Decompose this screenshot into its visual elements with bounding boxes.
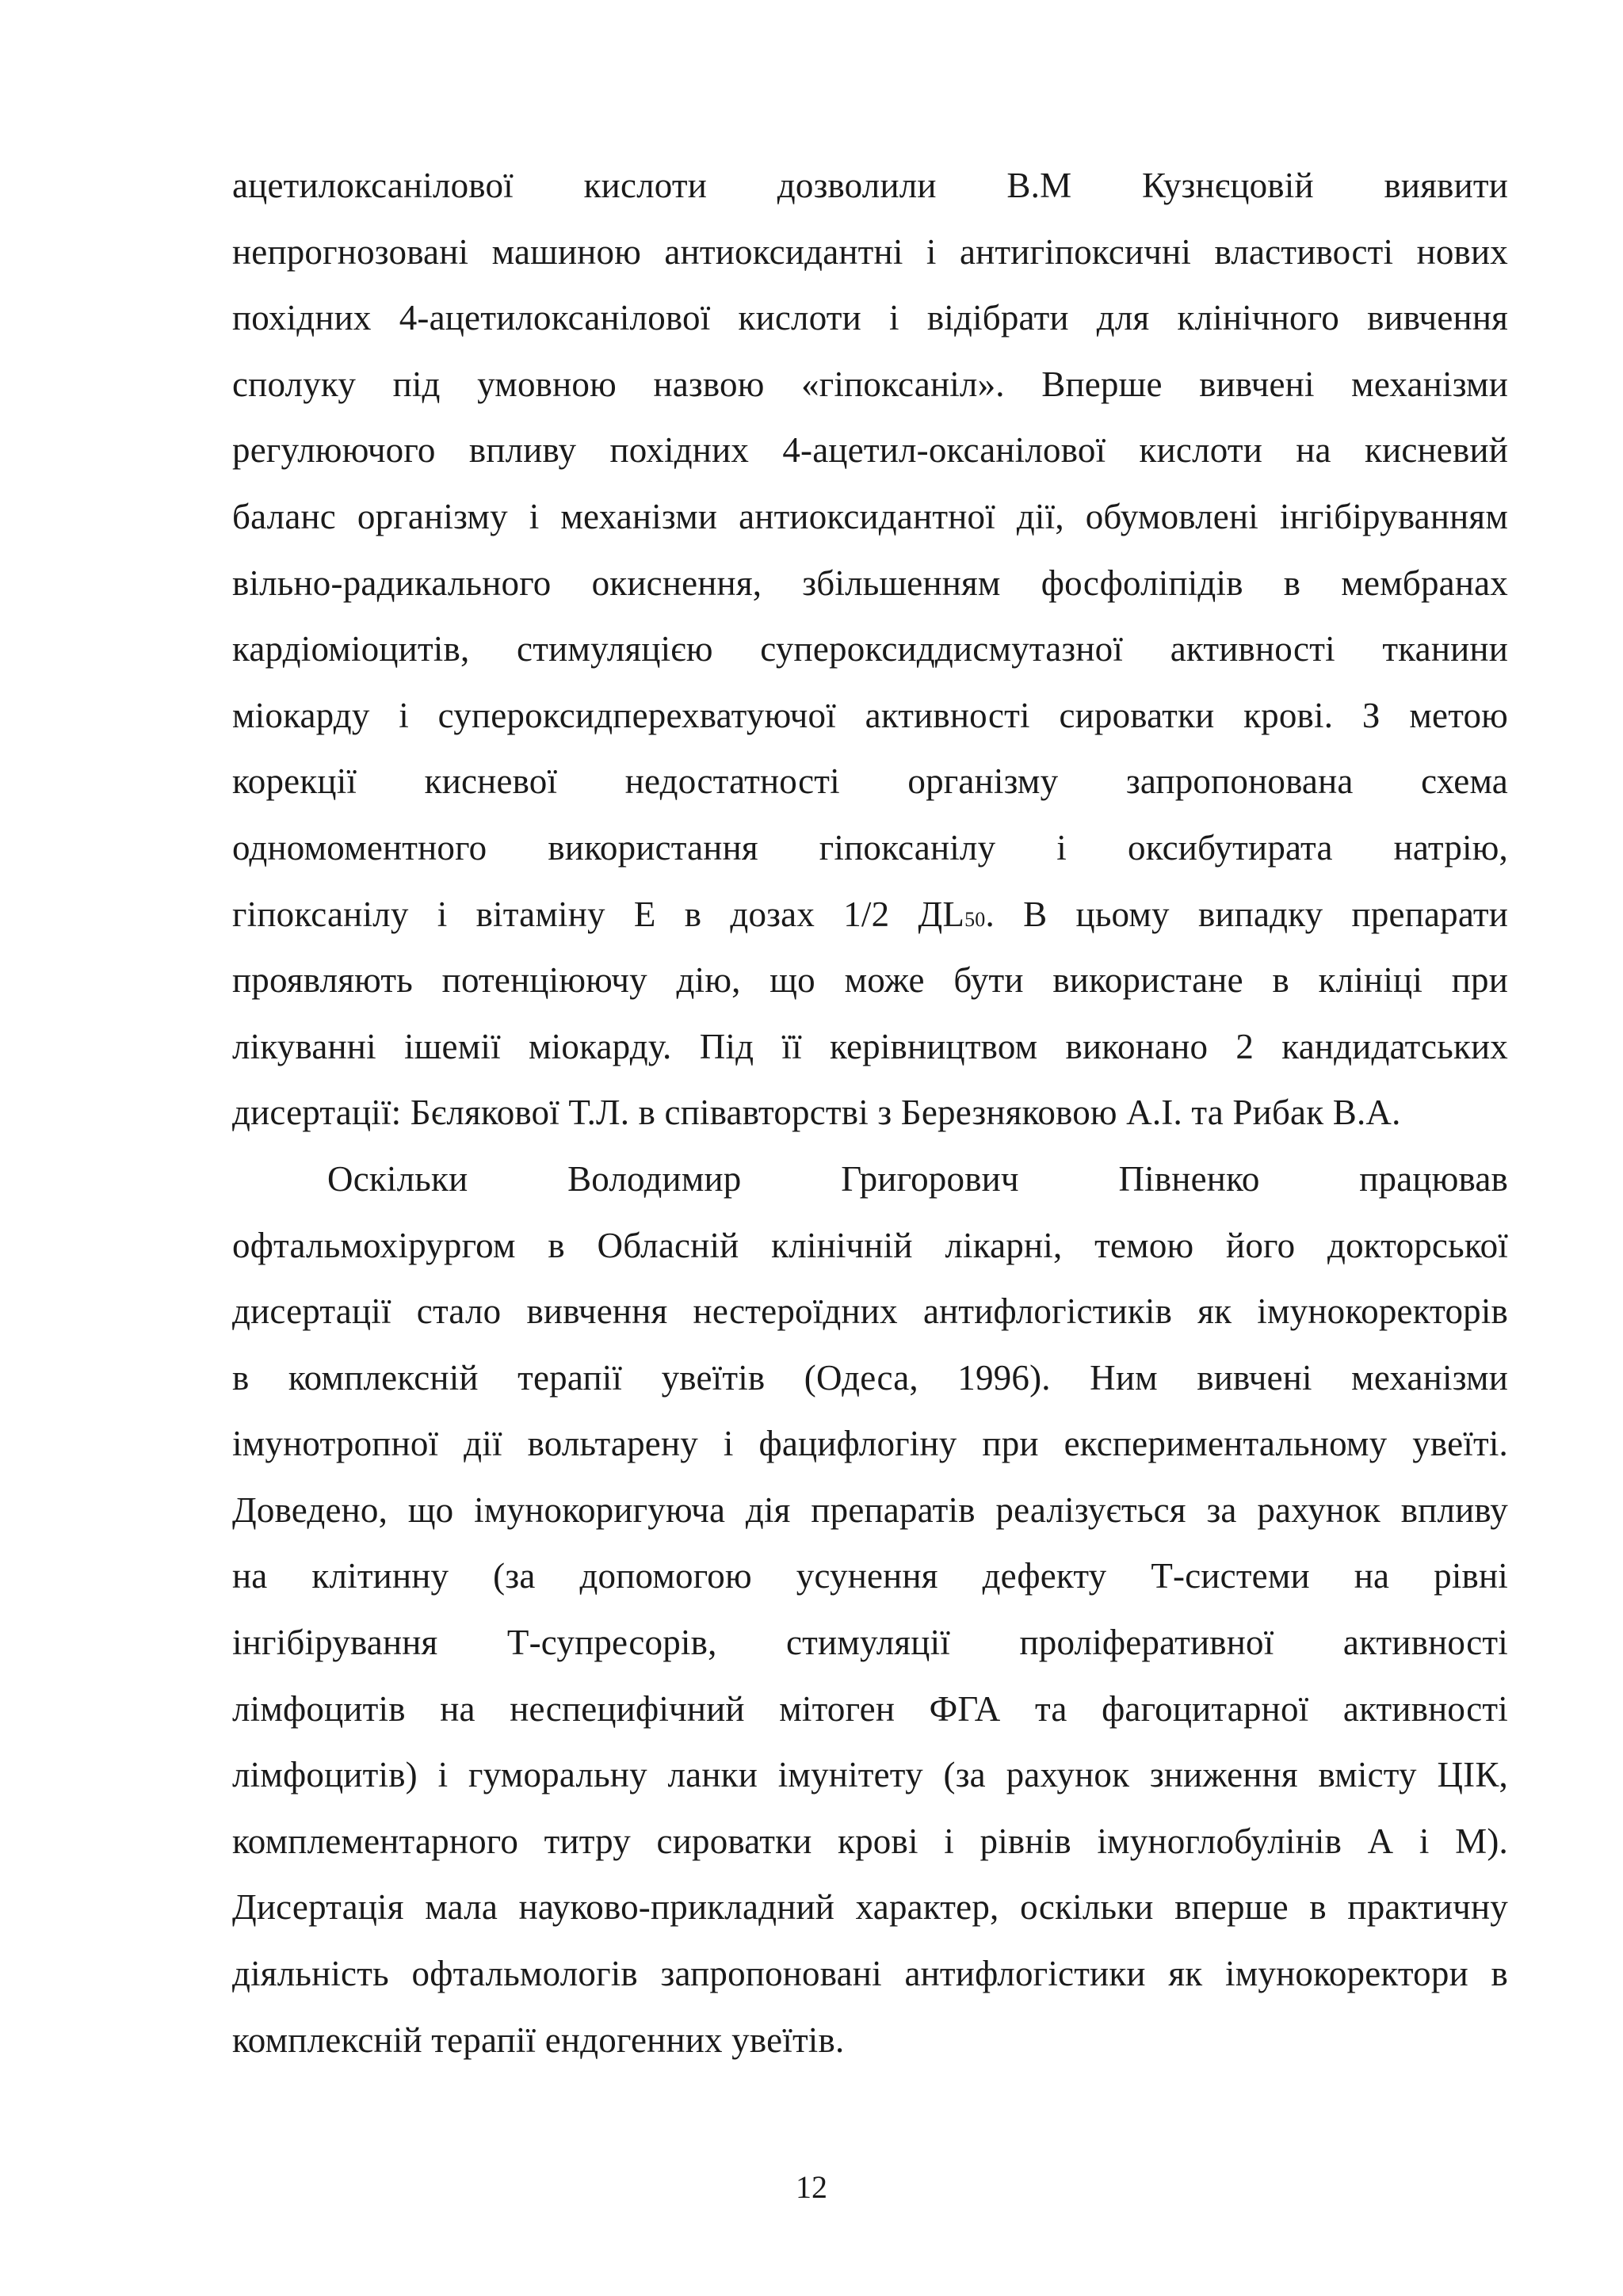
text-line: на клітинну (за допомогою усунення дефекту Т-системи на рівні xyxy=(232,1556,1508,1596)
text-line: Дисертація мала науково-прикладний характер, оскільки вперше в практичну xyxy=(232,1887,1508,1928)
text-line: міокарду і супероксидперехватуючої активності сироватки крові. З метою xyxy=(232,695,1508,735)
body-text xyxy=(232,153,1508,2073)
text-fragment: гіпоксанілу і вітаміну Е в дозах 1/2 ДL xyxy=(232,894,965,934)
text-line: регулюючого впливу похідних 4-ацетил-оксанілової кислоти на кисневий xyxy=(232,430,1508,471)
text-line: корекції кисневої недостатності організму запропонована схема xyxy=(232,761,1508,802)
text-fragment: . В цьому випадку препарати xyxy=(985,894,1509,934)
text-line: в комплексній терапії увеїтів (Одеса, 1996). Ним вивчені механізми xyxy=(232,1357,1508,1398)
text-line: комплексній терапії ендогенних увеїтів. xyxy=(232,2019,845,2060)
text-line: Доведено, що імунокоригуюча дія препаратів реалізується за рахунок впливу xyxy=(232,1489,1508,1530)
text-line: діяльність офтальмологів запропоновані антифлогістики як імунокоректори в xyxy=(232,1954,1508,1994)
text-line: лімфоцитів на неспецифічний мітоген ФГА та фагоцитарної активності xyxy=(232,1688,1508,1729)
text-line: баланс організму і механізми антиоксидантної дії, обумовлені інгібіруванням xyxy=(232,496,1508,536)
text-line: лімфоцитів) і гуморальну ланки імунітету (за рахунок зниження вмісту ЦІК, xyxy=(232,1755,1508,1795)
text-line: одномоментного використання гіпоксанілу і оксибутирата натрію, xyxy=(232,827,1508,868)
text-line: ацетилоксанілової кислоти дозволили В.М Кузнєцовій виявити xyxy=(232,166,1508,205)
text-line: сполуку під умовною назвою «гіпоксаніл». Вперше вивчені механізми xyxy=(232,364,1508,404)
text-line: дисертації стало вивчення нестероїдних антифлогістиків як імунокоректорів xyxy=(232,1291,1508,1332)
text-line: похідних 4-ацетилоксанілової кислоти і відібрати для клінічного вивчення xyxy=(232,298,1508,338)
text-line-with-subscript xyxy=(232,882,1508,948)
text-line: непрогнозовані машиною антиоксидантні і антигіпоксичні властивості нових xyxy=(232,231,1508,272)
text-line: дисертації: Бєлякової Т.Л. в співавторстві з Березняковою А.І. та Рибак В.А. xyxy=(232,1093,1401,1133)
text-line: лікуванні ішемії міокарду. Під її керівництвом виконано 2 кандидатських xyxy=(232,1026,1508,1066)
text-line: вільно-радикального окиснення, збільшенням фосфоліпідів в мембранах xyxy=(232,563,1508,603)
text-line: інгібірування Т-супресорів, стимуляції проліферативної активності xyxy=(232,1623,1508,1663)
text-line: офтальмохірургом в Обласній клінічній лікарні, темою його докторської xyxy=(232,1225,1508,1265)
text-line: Оскільки Володимир Григорович Півненко працював xyxy=(327,1158,1508,1199)
text-line: імунотропної дії вольтарену і фацифлогіну при експериментальному увеїті. xyxy=(232,1424,1508,1464)
page-number: 12 xyxy=(796,2169,827,2205)
subscript-50: 50 xyxy=(964,907,986,931)
text-line: кардіоміоцитів, стимуляцією супероксиддисмутазної активності тканини xyxy=(232,629,1508,669)
text-line: проявляють потенціюючу дію, що може бути використане в клініці при xyxy=(232,960,1508,1001)
text-line: комплементарного титру сироватки крові і рівнів імуноглобулінів А і М). xyxy=(232,1821,1508,1861)
